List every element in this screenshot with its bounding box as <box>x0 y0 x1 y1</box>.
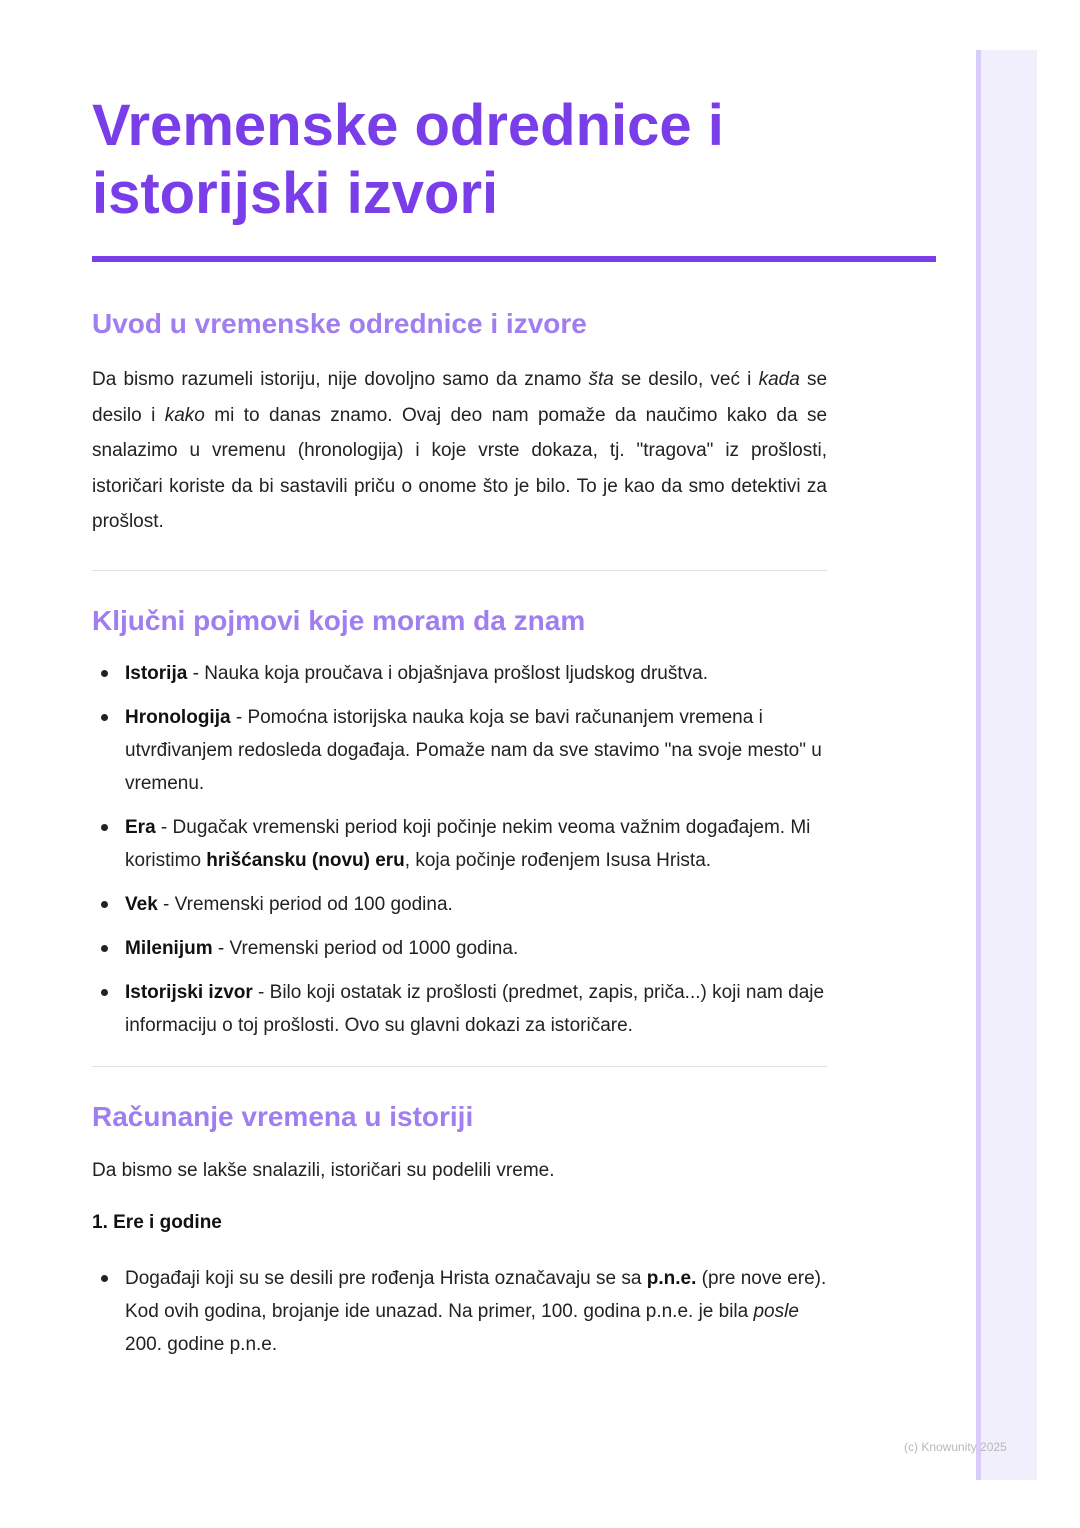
eras-list <box>92 1262 827 1361</box>
bullet-icon <box>101 989 108 996</box>
bullet-icon <box>101 945 108 952</box>
bullet-icon <box>101 901 108 908</box>
time-intro-paragraph: Da bismo se lakše snalazili, istoričari su podelili vreme. <box>92 1159 555 1181</box>
list-item: Milenijum - Vremenski period od 1000 godina. <box>92 932 827 965</box>
section-heading-time: Računanje vremena u istoriji <box>92 1100 474 1132</box>
terms-list <box>92 657 827 1042</box>
intro-paragraph: Da bismo razumeli istoriju, nije dovoljno samo da znamo šta se desilo, već i kada se desilo i kako mi to danas znamo. Ovaj deo nam pomaže da naučimo kako da se snalazimo u vremenu (hronologija) i koje vrste dokaza, tj. "tragova" iz prošlosti, istoričari koriste da bi sastavili priču o onome što je bilo. To je kao da smo detektivi za prošlost. <box>92 369 828 532</box>
list-item: Hronologija - Pomoćna istorijska nauka koja se bavi računanjem vremena i utvrđivanjem redosleda događaja. Pomaže nam da sve stavimo "na svoje mesto" u vremenu. <box>92 701 827 800</box>
list-item: Istorija - Nauka koja proučava i objašnjava prošlost ljudskog društva. <box>92 657 827 690</box>
section-divider <box>92 570 827 571</box>
list-item: Istorijski izvor - Bilo koji ostatak iz prošlosti (predmet, zapis, priča...) koji nam daje informaciju o toj prošlosti. Ovo su glavni dokazi za istoričare. <box>92 976 827 1042</box>
title-underline <box>92 256 936 262</box>
list-item: Događaji koji su se desili pre rođenja Hrista označavaju se sa p.n.e. (pre nove ere). Kod ovih godina, brojanje ide unazad. Na primer, 100. godina p.n.e. je bila posle 200. godine p.n.e. <box>92 1262 827 1361</box>
side-decoration-strip <box>976 50 1037 1480</box>
section-heading-terms: Ključni pojmovi koje moram da znam <box>92 604 586 636</box>
bullet-icon <box>101 670 108 677</box>
subheading-eras: 1. Ere i godine <box>92 1212 222 1233</box>
list-item: Era - Dugačak vremenski period koji počinje nekim veoma važnim događajem. Mi koristimo hrišćansku (novu) eru, koja počinje rođenjem Isusa Hrista. <box>92 811 827 877</box>
bullet-icon <box>101 714 108 721</box>
section-heading-intro: Uvod u vremenske odrednice i izvore <box>92 308 587 339</box>
bullet-icon <box>101 1275 108 1282</box>
copyright-footer: (c) Knowunity 2025 <box>904 1440 1007 1454</box>
list-item: Vek - Vremenski period od 100 godina. <box>92 888 827 921</box>
document-content <box>92 306 827 1361</box>
page-title: Vremenske odrednice i istorijski izvori <box>92 93 724 226</box>
bullet-icon <box>101 824 108 831</box>
document-page <box>92 92 936 1372</box>
section-divider <box>92 1066 827 1067</box>
